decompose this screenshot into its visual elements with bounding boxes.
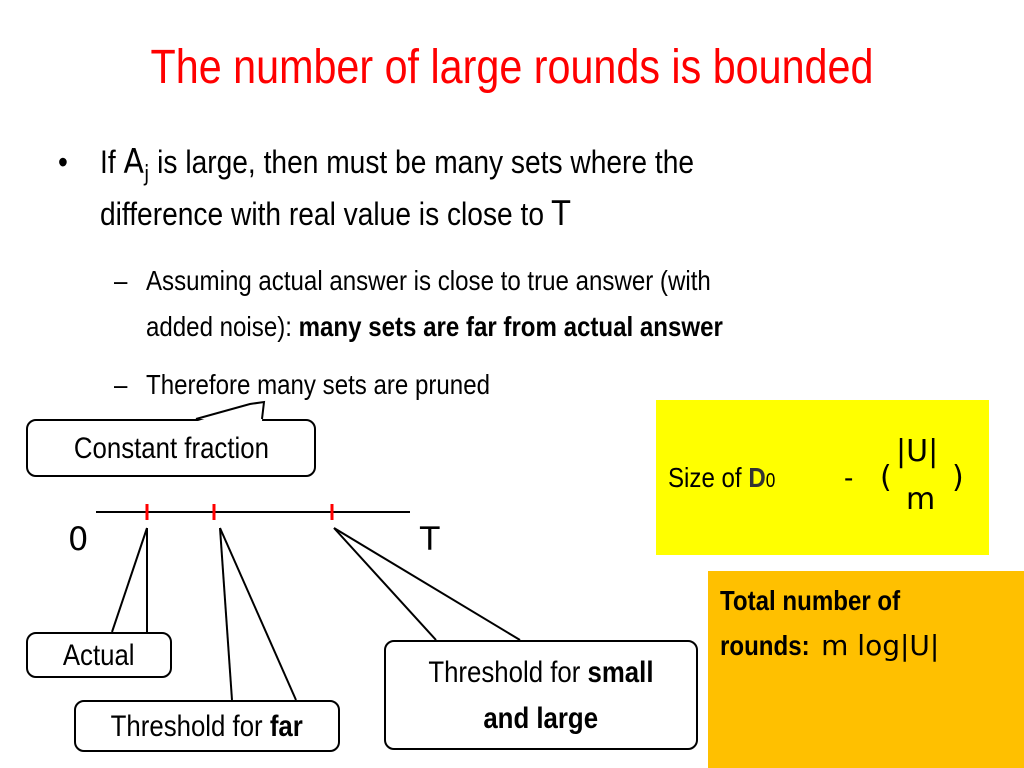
threshold-far-callout xyxy=(74,700,340,752)
var-a-subscript: j xyxy=(143,162,150,187)
size-open-paren: ( xyxy=(880,460,892,495)
label-t: T xyxy=(420,520,440,558)
threshold-small-large-callout xyxy=(384,640,698,750)
total-line1: Total number of xyxy=(720,585,901,616)
actual-callout xyxy=(26,632,172,678)
sub1-dash: – xyxy=(114,265,128,296)
size-prefix: Size of xyxy=(668,462,749,493)
size-d-sub: 0 xyxy=(765,470,776,492)
size-dash: - xyxy=(844,462,854,493)
label-zero: 0 xyxy=(68,520,89,558)
sub2-dash: – xyxy=(114,369,128,400)
bullet-dot: • xyxy=(58,144,68,180)
threshold-far-text xyxy=(111,702,303,752)
bullet1-text-line2: difference with real value is close to xyxy=(100,196,552,232)
bullet1-if: If xyxy=(100,144,124,180)
var-a: A xyxy=(123,142,144,182)
var-t: T xyxy=(551,194,571,234)
slide-title: The number of large rounds is bounded xyxy=(150,41,874,94)
constant-fraction-label: Constant fraction xyxy=(73,432,269,465)
constant-fraction-callout xyxy=(26,419,316,477)
sub1-line1: Assuming actual answer is close to true answer (with xyxy=(146,265,711,296)
pointer-actual-a xyxy=(112,528,147,632)
threshold-far-prefix: Threshold for xyxy=(110,710,271,743)
total-formula: m log|U| xyxy=(812,629,940,662)
size-denominator: m xyxy=(906,482,936,517)
threshold-far-bold: far xyxy=(270,710,304,743)
actual-label: Actual xyxy=(63,639,135,672)
threshold-small-line2: and large xyxy=(483,702,599,735)
size-d: D xyxy=(748,462,766,493)
pointer-far-b xyxy=(220,528,296,700)
size-close-paren: ) xyxy=(952,460,964,495)
sub1-prefix: added noise): xyxy=(146,311,299,342)
bullet1-text: is large, then must be many sets where the xyxy=(149,144,695,180)
sub1-bold: many sets are far from actual answer xyxy=(298,311,723,342)
total-rounds-label: rounds: xyxy=(720,630,810,661)
threshold-small-line1 xyxy=(428,650,653,696)
threshold-small-bold1: small xyxy=(587,656,654,689)
size-numerator: |U| xyxy=(896,434,939,469)
pointer-far-a xyxy=(220,528,232,700)
threshold-small-prefix: Threshold for xyxy=(428,656,588,689)
sub2-text: Therefore many sets are pruned xyxy=(146,369,490,400)
